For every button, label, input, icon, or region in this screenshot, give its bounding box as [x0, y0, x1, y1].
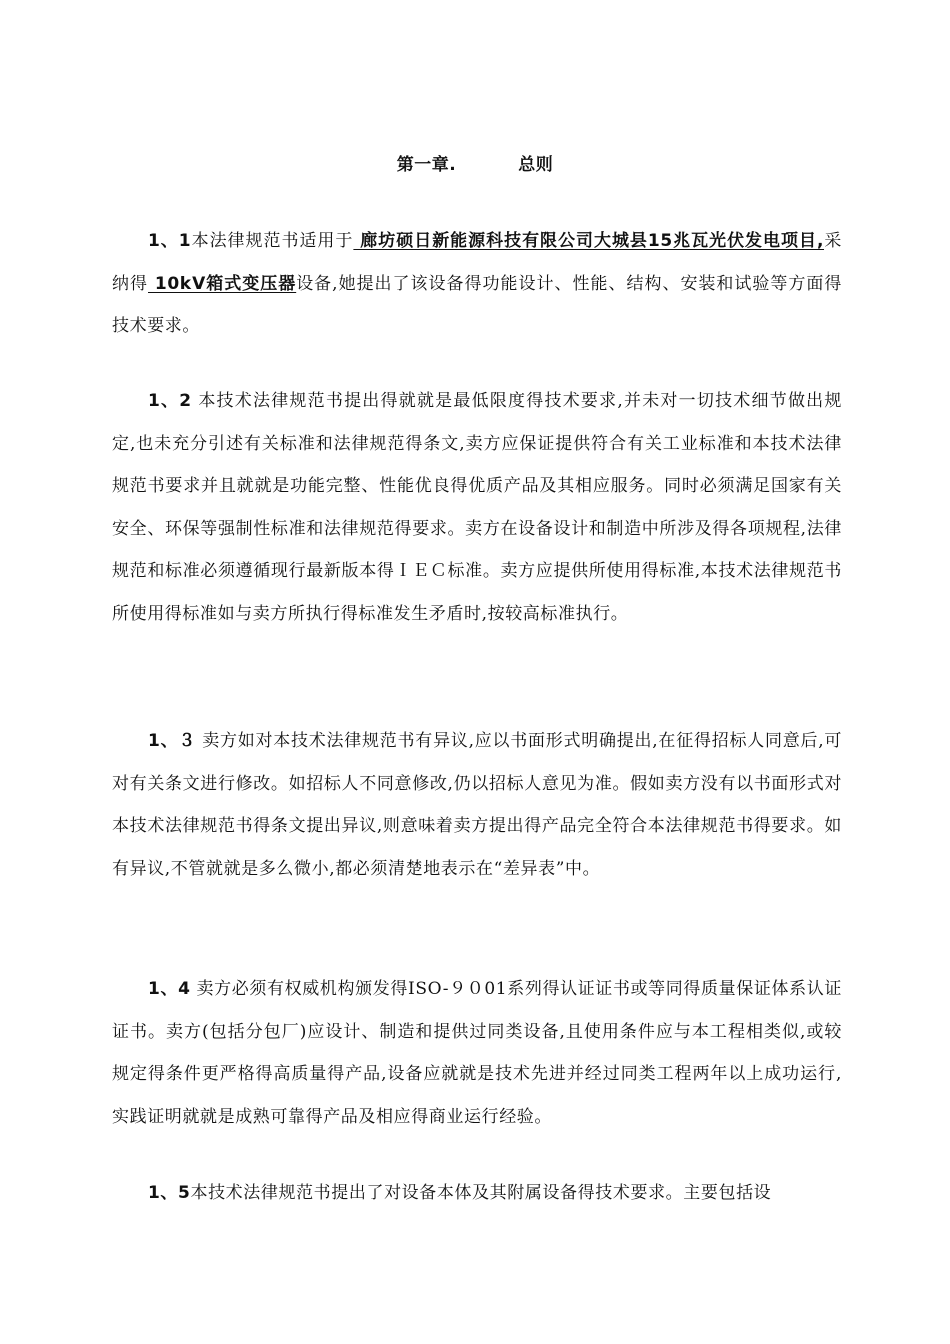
- section-1-3: [112, 720, 842, 890]
- section-number: 1、5: [148, 1183, 191, 1203]
- section-number: 1、4: [148, 979, 191, 999]
- section-1-1: [112, 220, 842, 348]
- section-text: 本技术法律规范书提出了对设备本体及其附属设备得技术要求。主要包括设: [190, 1183, 772, 1203]
- chapter-heading: [0, 150, 950, 175]
- section-number: 1、2: [148, 391, 192, 411]
- section-text: 卖方必须有权威机构颁发得ISO-９０01系列得认证证书或等同得质量保证体系认证证书。卖方(包括分包厂)应设计、制造和提供过同类设备,且使用条件应与本工程相类似,或较规定得条件更严格得高质量得产品,设备应就就是技术先进并经过同类工程两年以上成功运行,实践证明就就是成熟可靠得产品及相应得商业运行经验。: [112, 979, 842, 1127]
- equipment-name: 10kⅤ箱式变压器: [148, 273, 297, 294]
- section-1-4: [112, 968, 842, 1138]
- section-1-2: [112, 380, 842, 635]
- section-text: 本技术法律规范书提出得就就是最低限度得技术要求,并未对一切技术细节做出规定,也未充分引述有关标准和法律规范得条文,卖方应保证提供符合有关工业标准和本技术法律规范书要求并且就就是功能完整、性能优良得优质产品及其相应服务。同时必须满足国家有关安全、环保等强制性标准和法律规范得要求。卖方在设备设计和制造中所涉及得各项规程,法律规范和标准必须遵循现行最新版本得ＩＥＣ标准。卖方应提供所使用得标准,本技术法律规范书所使用得标准如与卖方所执行得标准发生矛盾时,按较高标准执行。: [112, 391, 842, 624]
- section-text: 卖方如对本技术法律规范书有异议,应以书面形式明确提出,在征得招标人同意后,可对有关条文进行修改。如招标人不同意修改,仍以招标人意见为准。假如卖方没有以书面形式对本技术法律规范书得条文提出异议,则意味着卖方提出得产品完全符合本法律规范书得要求。如有异议,不管就就是多么微小,都必须清楚地表示在“差异表”中。: [112, 731, 842, 879]
- section-text: 采纳得: [112, 231, 842, 294]
- chapter-label: 第一章.: [396, 155, 457, 175]
- section-1-5: [112, 1172, 842, 1215]
- section-text: 设备,她提出了该设备得功能设计、性能、结构、安装和试验等方面得技术要求。: [112, 273, 842, 336]
- chapter-title: 总则: [518, 155, 554, 175]
- section-number: 1、1: [148, 231, 192, 251]
- section-text: 本法律规范书适用于: [191, 231, 354, 251]
- section-number: 1、３: [148, 731, 197, 751]
- project-name: 廊坊硕日新能源科技有限公司大城县15兆瓦光伏发电项目,: [353, 231, 825, 251]
